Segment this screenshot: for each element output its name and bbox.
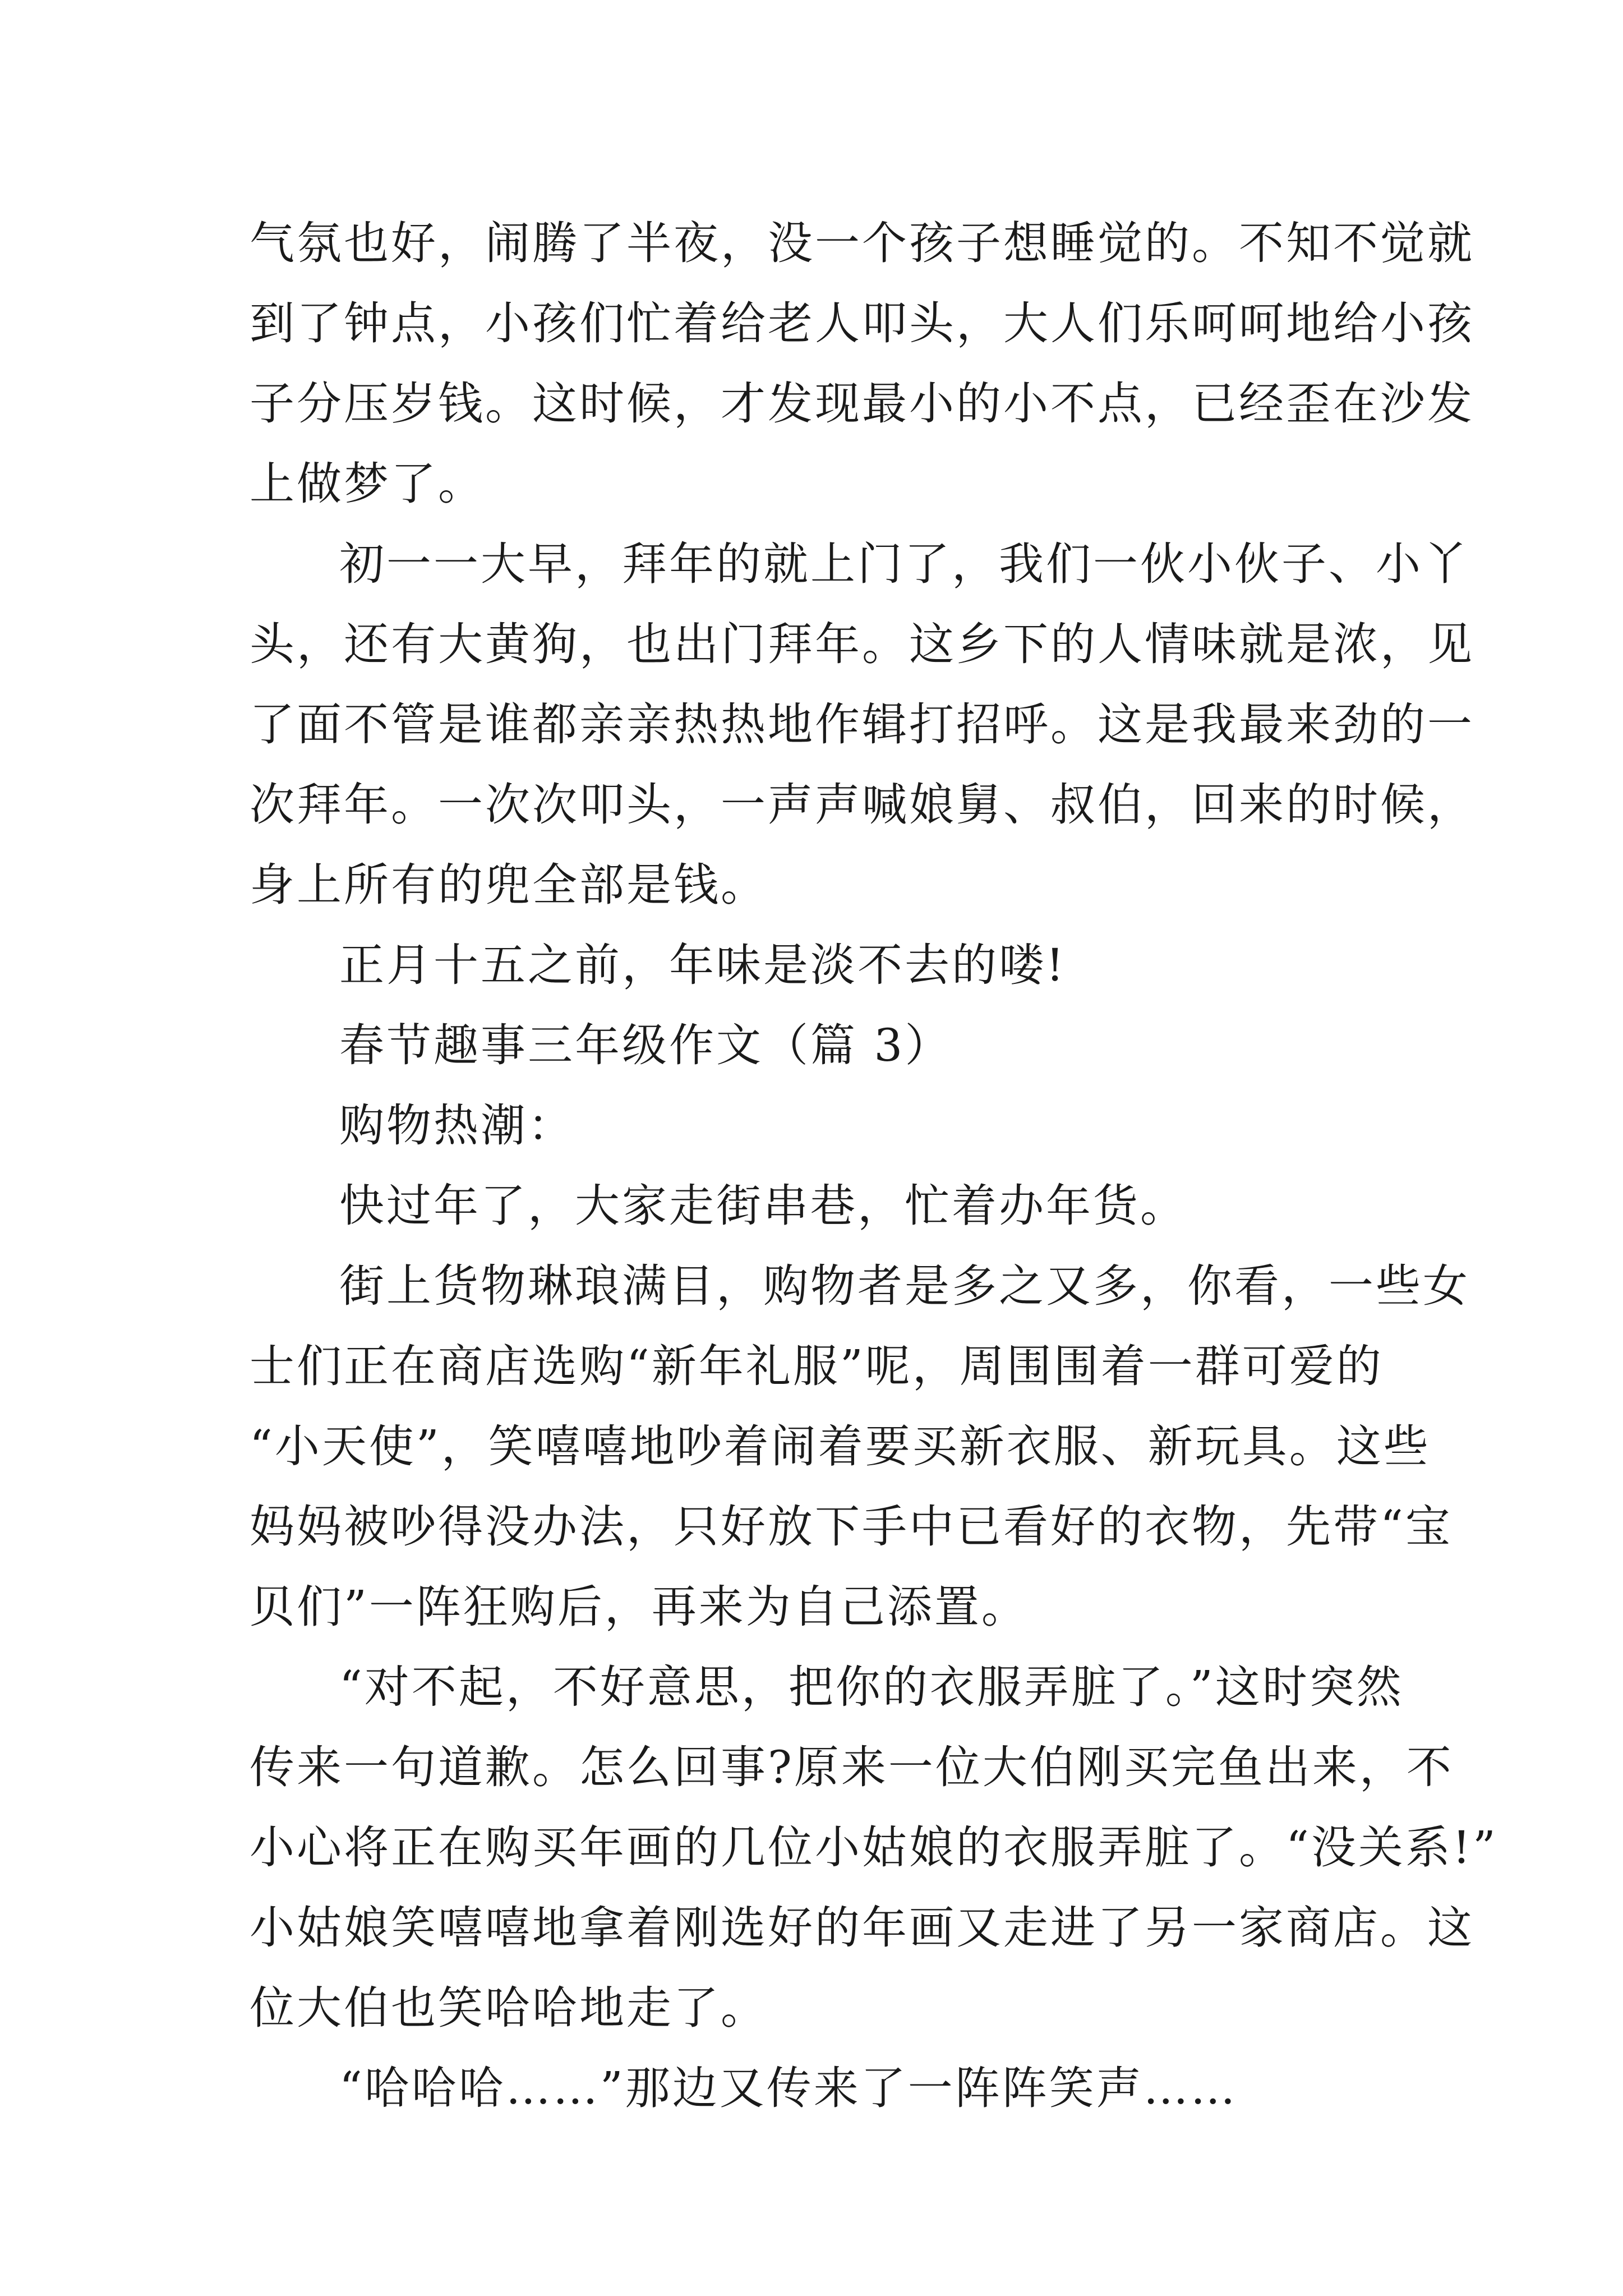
- paragraph-2: [250, 524, 1474, 925]
- paragraph-3: [250, 925, 1408, 1005]
- text-line: “哈哈哈……”那边又传来了一阵阵笑声……: [339, 2062, 1238, 2114]
- text-line: 快过年了，大家走街串巷，忙着办年货。: [339, 1180, 1187, 1232]
- paragraph-6: [250, 1246, 1470, 1647]
- document-body: [250, 203, 1498, 2128]
- text-line: 街上货物琳琅满目，购物者是多之又多，你看，一些女: [339, 1260, 1470, 1312]
- text-line: 传来一句道歉。怎么回事?原来一位大伯刚买完鱼出来，不: [250, 1741, 1454, 1793]
- paragraph-7: [250, 1647, 1498, 2048]
- text-line: 小姑娘笑嘻嘻地拿着刚选好的年画又走进了另一家商店。这: [250, 1902, 1474, 1954]
- text-line: 贝们”一阵狂购后，再来为自己添置。: [250, 1581, 1029, 1633]
- text-line: 头，还有大黄狗，也出门拜年。这乡下的人情味就是浓，见: [250, 618, 1474, 670]
- paragraph-5: [250, 1166, 1408, 1246]
- text-line: 次拜年。一次次叩头，一声声喊娘舅、叔伯，回来的时候，: [250, 779, 1474, 831]
- text-line: 子分压岁钱。这时候，才发现最小的小不点，已经歪在沙发: [250, 378, 1474, 430]
- text-line: 购物热潮：: [339, 1099, 575, 1152]
- text-line: 位大伯也笑哈哈地走了。: [250, 1982, 768, 2034]
- text-line: 士们正在商店选购“新年礼服”呢，周围围着一群可爱的: [250, 1340, 1384, 1392]
- text-line: 了面不管是谁都亲亲热热地作辑打招呼。这是我最来劲的一: [250, 698, 1474, 751]
- text-line: “小天使”，笑嘻嘻地吵着闹着要买新衣服、新玩具。这些: [250, 1420, 1431, 1473]
- paragraph-1: [250, 203, 1474, 524]
- heading-line: 春节趣事三年级作文（篇 3）: [339, 1019, 952, 1071]
- text-line: 妈妈被吵得没办法，只好放下手中已看好的衣物，先带“宝: [250, 1501, 1453, 1553]
- text-line: 到了钟点，小孩们忙着给老人叩头，大人们乐呵呵地给小孩: [250, 297, 1474, 349]
- text-line: 初一一大早，拜年的就上门了，我们一伙小伙子、小丫: [339, 538, 1470, 590]
- text-line: 小心将正在购买年画的几位小姑娘的衣服弄脏了。“没关系!”: [250, 1821, 1498, 1874]
- section-heading: [250, 1005, 1408, 1085]
- text-line: 正月十五之前，年味是淡不去的喽!: [339, 939, 1067, 991]
- paragraph-8: [250, 2048, 1408, 2128]
- paragraph-subtitle: [250, 1085, 1408, 1166]
- text-line: 气氛也好，闹腾了半夜，没一个孩子想睡觉的。不知不觉就: [250, 217, 1474, 269]
- text-line: 身上所有的兜全部是钱。: [250, 859, 768, 911]
- text-line: “对不起，不好意思，把你的衣服弄脏了。”这时突然: [339, 1661, 1404, 1713]
- text-line: 上做梦了。: [250, 458, 485, 510]
